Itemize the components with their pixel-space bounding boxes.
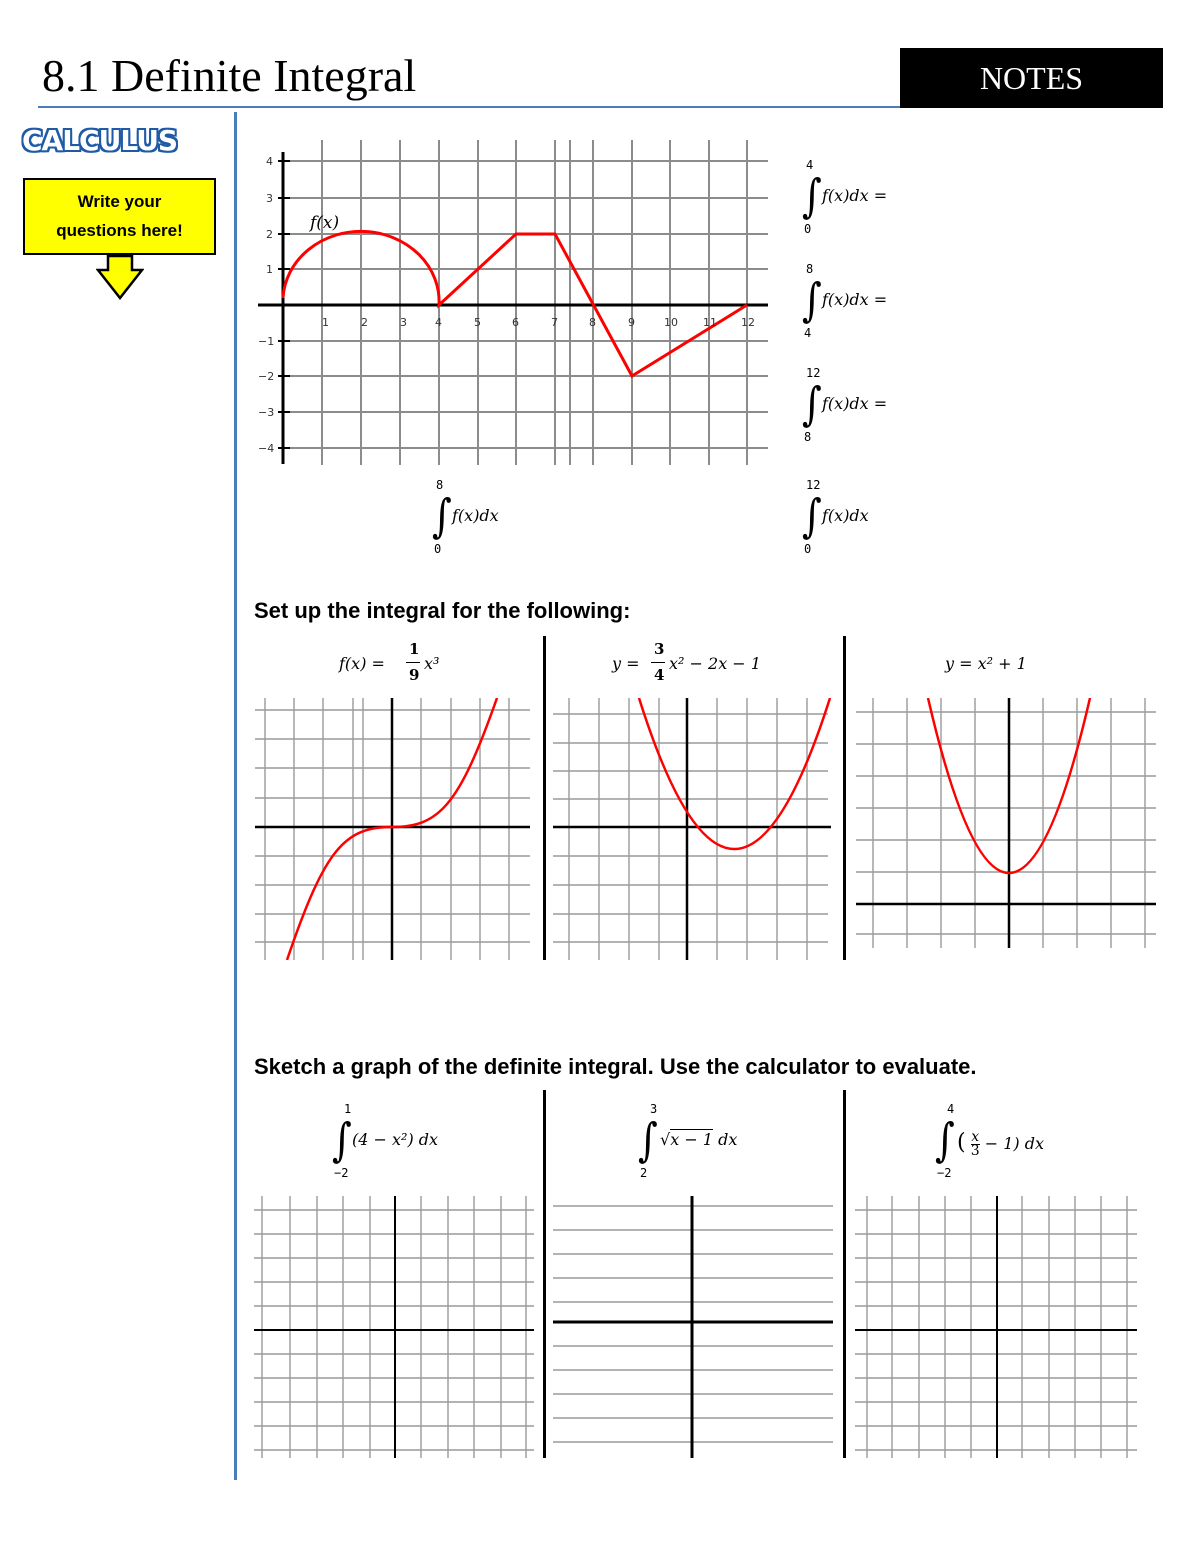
note-line-1: Write your xyxy=(77,192,162,211)
y-tick-neg4: −4 xyxy=(258,442,275,455)
main-graph xyxy=(250,130,780,470)
curve-label: f(x) xyxy=(310,213,340,233)
questions-note-box xyxy=(23,178,216,255)
down-arrow-icon xyxy=(96,254,144,302)
x-tick-9: 9 xyxy=(628,316,635,329)
y-tick-4: 4 xyxy=(266,155,273,168)
x-tick-4: 4 xyxy=(435,316,442,329)
column-divider xyxy=(843,636,846,960)
sketch-grid-3 xyxy=(855,1196,1139,1458)
margin-divider xyxy=(234,112,237,1480)
graph-quadratic-2 xyxy=(856,698,1158,948)
note-line-2: questions here! xyxy=(56,221,183,240)
page-title: 8.1 Definite Integral xyxy=(42,50,417,101)
x-tick-1: 1 xyxy=(322,316,329,329)
column-divider xyxy=(543,636,546,960)
calculus-logo: CALCULUS xyxy=(22,124,178,157)
equation-quadratic-2: y = x² + 1 xyxy=(945,654,1027,673)
x-tick-6: 6 xyxy=(512,316,519,329)
title-underline xyxy=(38,106,902,108)
y-tick-neg1: −1 xyxy=(258,335,275,348)
y-tick-neg3: −3 xyxy=(258,406,275,419)
x-tick-11: 11 xyxy=(703,316,717,329)
section-heading-sketch: Sketch a graph of the definite integral. Use the calculator to evaluate. xyxy=(254,1054,977,1079)
sketch-grid-2 xyxy=(553,1196,835,1458)
y-tick-1: 1 xyxy=(266,263,273,276)
notes-badge: NOTES xyxy=(900,48,1163,108)
y-tick-neg2: −2 xyxy=(258,370,275,383)
y-tick-3: 3 xyxy=(266,192,273,205)
x-tick-8: 8 xyxy=(589,316,596,329)
sketch-grid-1 xyxy=(254,1196,536,1458)
x-tick-7: 7 xyxy=(551,316,558,329)
y-tick-2: 2 xyxy=(266,228,273,241)
x-tick-5: 5 xyxy=(474,316,481,329)
x-tick-2: 2 xyxy=(361,316,368,329)
x-tick-10: 10 xyxy=(664,316,678,329)
graph-quadratic-1 xyxy=(553,698,833,960)
graph-cubic xyxy=(255,698,535,960)
column-divider xyxy=(543,1090,546,1458)
section-heading-setup: Set up the integral for the following: xyxy=(254,598,631,623)
column-divider xyxy=(843,1090,846,1458)
x-tick-12: 12 xyxy=(741,316,755,329)
x-tick-3: 3 xyxy=(400,316,407,329)
